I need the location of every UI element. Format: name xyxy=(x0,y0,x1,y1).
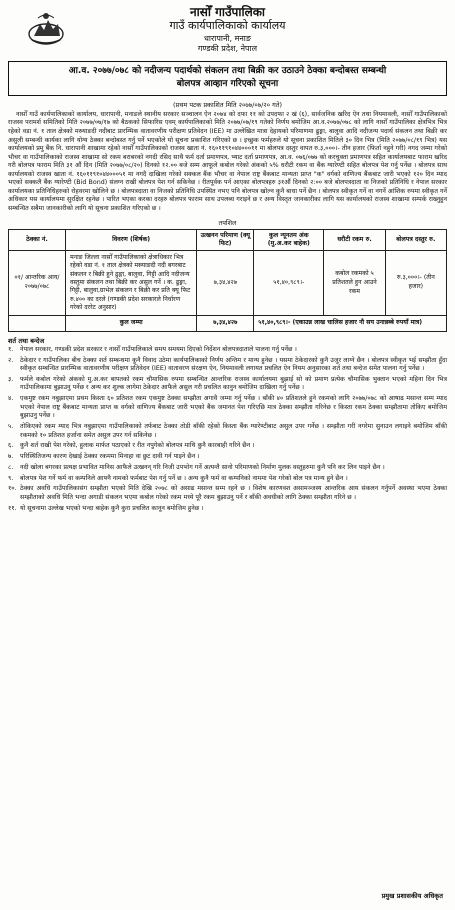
condition-number: १. xyxy=(8,345,14,353)
condition-text: यो सूचनामा उल्लेख भएको भन्दा बाहेक कुनै कुरा प्रचलित कानून बमोजिम हुनेछ । xyxy=(20,504,204,512)
intro-paragraph: नासोँ गाउँ कार्यपालिकाको कार्यालय, धारापानी, मनाङले स्थानीय सरकार सञ्चालन ऐन २०७४ को दफा ११ को उपदफा २ खं (६), सार्वजनिक खरिद ऐन तथा नियमावली, नासोँ गाउँपालिकाको राजस्व परामर्श समितिको मिति २०७७/०७/१७ को बैठकको सिफारिस एवम् कार्यपालिकाको मिति २०७७/०७/१९ गतेको निर्णय बमोजिम आ.व.२०७७/०७८ को लागि नासोँ गाउँपालिका क्षेत्रभित्र भित्र रहेको वडा नं. १ ताल क्षेत्रको मस्र्याङदी नदीबाट प्रारम्भिक वातावरणीय परीक्षण प्रतिवेदन (IEE) मा उल्लेखित मात्रा देहायको परिमाणमा ढुङ्गा, बालुवा आदि नदीजन्य पदार्थ संकलन तथा बिक्री कर असुली सम्बन्धी कार्यका लागि योग्य ठेक्का बन्दोबस्त गर्नु पर्ने भएकोले यो सूचना प्रकाशित गरिएको छ । इच्छुक फर्महरुले यो सूचना प्रकाशित मितिले ३० दिन भित्र (मिति २०७७/०८/१९ भित्र) यस कार्यालयको प्रमु बैंक नि. धारापानी शाखामा रहेको नासोँ गाउँपालिकाको राजस्व खाता नं. १६०११९१०४४०००११ मा बोलपत्र दस्तुर वापत रु.३,०००।- तीन हजार (फिर्ता नहुने गरी) नगद जम्मा गरेको भौचर वा गाउँपालिकाको राजस्व शाखामा सो रकम बराबरको नगदी रसिद साथै फर्म दर्ता प्रमाणपत्र, भ्याट दर्ता प्रमाणपत्र, आ.व. ०७६/०७७ को करचुक्ता प्रमाणपत्र सहित कार्यालयबाट फाराम खरिद गरी बोलपत्र फाराम मिति ३१ औं दिन (मिति २०७७/०८/२०) दिनको १२.०० बजे सम्म आफूले कबोल गरेको अंकको ५% धरौटी रकम वा बैंक ग्यारेण्टी सहित बोलपत्र पेश गर्नु पर्नेछ । बोलपत्र साथ कार्यालयको राजस्व खाता नं. १६०११९१०४४०००५१ मा नगदै दाखिला गरेको सक्कल बैंक भौचर वा नेपाल राष्ट्र बैंकबाट मान्यता प्राप्त "क" वर्गको वाणिज्य बैंकबाट जारी भएको १२० दिन म्याद भएको सक्कलै बैंक ग्यारेण्टी (Bid Bond) संलग्न राखी बोलपत्र पेश गर्न सकिनेछ । रीतपूर्वक पर्न आएका बोलपत्रहरु ३१औं दिनको २:०० बजे बोलपत्रदाता वा निजको प्रतिनिधि र नेपाल सरकार कार्यालयका प्रतिनिधिहरुको रोहवरमा खोलिने छ । बोलपत्रदाता वा निजको प्रतिनिधि उपस्थित नभए पनि बोलपत्र खोल्न कुनै बाधा पर्ने छैन । बोलपत्र स्वीकृत गर्ने वा नगर्ने आंशिक रुपमा स्वीकृत गर्ने अधिकार यस कार्यालयमा सुरक्षित रहनेछ । पारित भएका करका दरहरु बोलपत्र फाराम साथ उपलब्ध गराइने छ र अन्य विस्तृत जानकारीका लागि यस कार्यालयको राजस्व शाखामा सम्पर्क राख्नुहुन सम्बन्धित सबैमा जानकारीको लागि यो सूचना प्रकाशित गरिएको छ । xyxy=(8,110,447,212)
cell-deposit: कबोल रकमको ५ प्रतिशतले हुन आउने रकम xyxy=(324,250,385,316)
condition-number: ८. xyxy=(8,463,14,471)
condition-item xyxy=(8,464,447,473)
cell-total-amount: ५१,४०,९८९।- (एकाउन्न लाख चालिस हजार नौ सय उनान्नब्बे रुपयाँ मात्र) xyxy=(254,316,447,331)
condition-number: ९. xyxy=(8,474,14,482)
notice-title-line2: बोलपत्र आव्हान गरिएको सूचना xyxy=(176,79,279,90)
table-total-row xyxy=(9,316,447,331)
cell-contract-no: ०१/ आन्तरिक आय/ २०७७/०७८ xyxy=(9,250,66,316)
conditions-list xyxy=(8,346,447,513)
condition-number: ६. xyxy=(8,442,14,450)
cell-min-amount: ५१,४०,९८९।- xyxy=(254,250,324,316)
condition-number: २. xyxy=(8,356,14,364)
condition-item xyxy=(8,423,447,440)
condition-text: परिस्थितिजन्य कारण देखाई ठेक्का रकममा मिनाहा वा छुट दावी गर्न पाइने छैन । xyxy=(20,453,200,461)
table-row xyxy=(9,250,447,316)
header-description: विवरण (शिर्षक) xyxy=(65,229,196,250)
office-province: गण्डकी प्रदेश, नेपाल xyxy=(197,43,258,53)
condition-item xyxy=(8,395,447,421)
office-address: धारापानी, मनाङ xyxy=(204,34,251,44)
condition-text: तोकिएको रकम म्याद भित्र नबुझाएमा गाउँपालिकाको तर्फबाट ठेक्का तोडी बाँकी रहेको किस्ता बैंक ग्यारेण्टीबाट असुल उपर गर्नेछ । सम्झौता गरी नगरेमा सुनाउन लगाइने बमोजिम बाँकी रकमको १० प्रतिशत हर्जाना समेत असुल उपर गर्न सकिनेछ । xyxy=(20,423,447,439)
notice-title-line1: आ.व. २०७७/०७८ को नदीजन्य पदार्थको संकलन तथा बिक्री कर उठाउने ठेक्का बन्दोबस्त सम्बन्धी xyxy=(68,65,387,76)
condition-item xyxy=(8,505,447,514)
notice-title xyxy=(8,61,447,96)
nepal-emblem-icon xyxy=(26,10,66,46)
condition-text: बोलपत्र पेश गर्ने फर्म वा कम्पनिले आफ्नै नामको फर्मबाट पेश गर्नु पर्ने छ । अन्य कुनै फर्म वा कम्पनिको नाममा पेश गरेको बोल पत्र मान्य हुने छैन । xyxy=(20,474,348,482)
table-caption: तपशिल xyxy=(218,218,237,227)
office-header xyxy=(8,6,447,53)
header-deposit: धरौटी रकम रु. xyxy=(324,229,385,250)
condition-item xyxy=(8,357,447,374)
cell-fee: रु.३,०००।- (तीन हजार) xyxy=(385,250,446,316)
condition-text: ठेकेदार र गाउँपालिका बीच ठेक्का शर्त सम्बन्धमा कुनै विवाद उठेमा कार्यपालिकाको निर्णय अन्तिम र मान्य हुनेछ । यसमा ठेकेदारको कुनै उजुर लाग्ने छैन । बोलपत्र स्वीकृत भई सम्झौता हुँदा स्वीकृत सम्बन्धित प्रारम्भिक वातावरणीय परीक्षण प्रतिवेदन (IEE) वातावरण संरक्षण ऐन, नियमावली लगायत प्रचलित ऐन नियम अनुसारका शर्त तथा बन्देज समेत पालना गर्नु पर्नेछ । xyxy=(20,356,447,373)
municipality-name: नासोँ गाउँपालिका xyxy=(189,5,266,19)
condition-number: १०. xyxy=(8,485,17,493)
header-quantity: उत्खनन परिमाण (क्यू फिट) xyxy=(197,229,254,250)
condition-item xyxy=(8,475,447,484)
cell-quantity: ७,३४,४२७ xyxy=(197,250,254,316)
condition-item xyxy=(8,346,447,355)
cell-description: मनाङ जिल्ला नासोँ गाउँपालिकाको क्षेत्राधिकार भित्र रहेको वडा नं. १ ताल क्षेत्रको मस्र्याङदी नदी बगरबाट संकलन र बिक्री हुने ढुङ्गा, बालुवा, गिट्टी आदि नदीजन्य वस्तुमा संकलन तथा बिक्री कर असुल गर्ने । क. ढुङ्गा, गिट्टी, बालुवा,ग्राभेल संकलन र बिक्री कर प्रति क्यू फिट रु.४०० का दरले (गण्डकी प्रदेश सरकारले निर्धारण गरेको दररेट अनुसार) xyxy=(65,250,196,316)
header-contract-no: ठेक्का नं. xyxy=(9,229,66,250)
table-header-row xyxy=(9,229,447,250)
conditions-heading: शर्त तथा बन्देज xyxy=(8,336,45,345)
condition-number: ७. xyxy=(8,453,14,461)
office-name: गाउँ कार्यपालिकाको कार्यालय xyxy=(169,18,286,32)
header-fee: बोलपत्र दस्तुर रु. xyxy=(385,229,446,250)
condition-item xyxy=(8,485,447,502)
header-min-amount: कुल न्यूनतम अंक (मु.अ.कर बाहेक) xyxy=(254,229,324,250)
cell-total-empty xyxy=(9,316,66,331)
condition-text: कुनै शर्त राखी पेश गरेको, हुलाक मार्फत पठाएको र रीत नपुगेको बोलपत्र माथि कुनै कारबाही गरिने छैन । xyxy=(20,442,255,450)
condition-number: ३. xyxy=(8,375,14,383)
cell-total-quantity: ७,३४,४२७ xyxy=(197,316,254,331)
condition-item xyxy=(8,442,447,451)
condition-number: ११. xyxy=(8,504,17,512)
condition-text: नेपाल सरकार, गण्डकी प्रदेश सरकार र नासोँ गाउँपालिकाले समय समयमा दिएको निर्देशन बोलपत्रदाताले पालना गर्नु पर्नेछ । xyxy=(20,345,297,353)
condition-text: फर्मले कबोल गरेको अंकको मु.अ.कर बापतको रकम चौमासिक रुपमा सम्बन्धित आन्तरिक राजस्व कार्यालयमा बुझाई सो को प्रमाण प्रत्येक चौमासिक भुक्तान भएको महिना दिन भित्र गाउँपालिकामा बुझाउनु पर्नेछ र अन्य कर शुल्क लागेमा ठेकेदार आफैले असुल गरी प्रचलित कानुन बमोजिम दाखिला गर्नु पर्नेछ । xyxy=(20,375,447,392)
condition-item xyxy=(8,376,447,393)
condition-text: एकमुष्ट रकम नबुझाएमा प्रथम किस्ता ६० प्रतिशत रकम एकमुष्ट ठेक्का सम्झौता अगावै जम्मा गर्नु पर्नेछ । बाँकी ४० प्रतिशतले हुने रकमको लागि २०७७/०७८ को आषाढ मसान्त सम्म म्याद भएको नेपाल राष्ट्र बैंकबाट मान्यता प्राप्त क वर्गको वाणिज्य बैंकबाट जारी भएको बैंक जमानत पेश गरिएछि मात्र ठेक्का सम्झौता गरिनेछ र किस्ता रकम ठेक्का सम्झौतामा तोकिए बमोजिम बुझाउनु पर्नेछ । xyxy=(20,395,447,420)
condition-number: ५. xyxy=(8,423,14,431)
condition-text: ठेक्का अवधि गाउँपालिकासंग सम्झौता भएको मिति देखि २०७८ को असाढ मसान्त सम्म रहने छ । विशेष कारणवश असामञ्जस्य आन्तरिक आय संकलन गर्नुपर्ने अवस्था भएमा ठेक्का सम्झौताको अवधि मिति भन्दा अगाडी संकलन भएमा कबोल गरेको रकम मध्ये पूरै रकम बुझाउनु पर्ने र बाँकी अवधीको लागि ठेक्का सम्झौता गरिने छ । xyxy=(20,485,447,501)
publish-date: (प्रथम पटक प्रकाशित मिति २०७७/०७/२० गते) xyxy=(172,100,283,109)
condition-number: ४. xyxy=(8,395,14,403)
condition-text: नदी खोला बगरका प्रत्यक्ष प्रभावित मानिस आफैले उत्खनन् गरि निजी उपभोग गर्ने अत्यन्तै सानो परिमाणको निर्माण मुलक वस्तुहरुमा कुनै पनि कर लिन पाइने छैन । xyxy=(20,463,385,471)
signature: प्रमुख प्रशासकीय अधिकृत xyxy=(381,892,443,900)
cell-total-label: कुल जम्मा xyxy=(65,316,196,331)
contract-table xyxy=(8,229,447,332)
condition-item xyxy=(8,453,447,462)
